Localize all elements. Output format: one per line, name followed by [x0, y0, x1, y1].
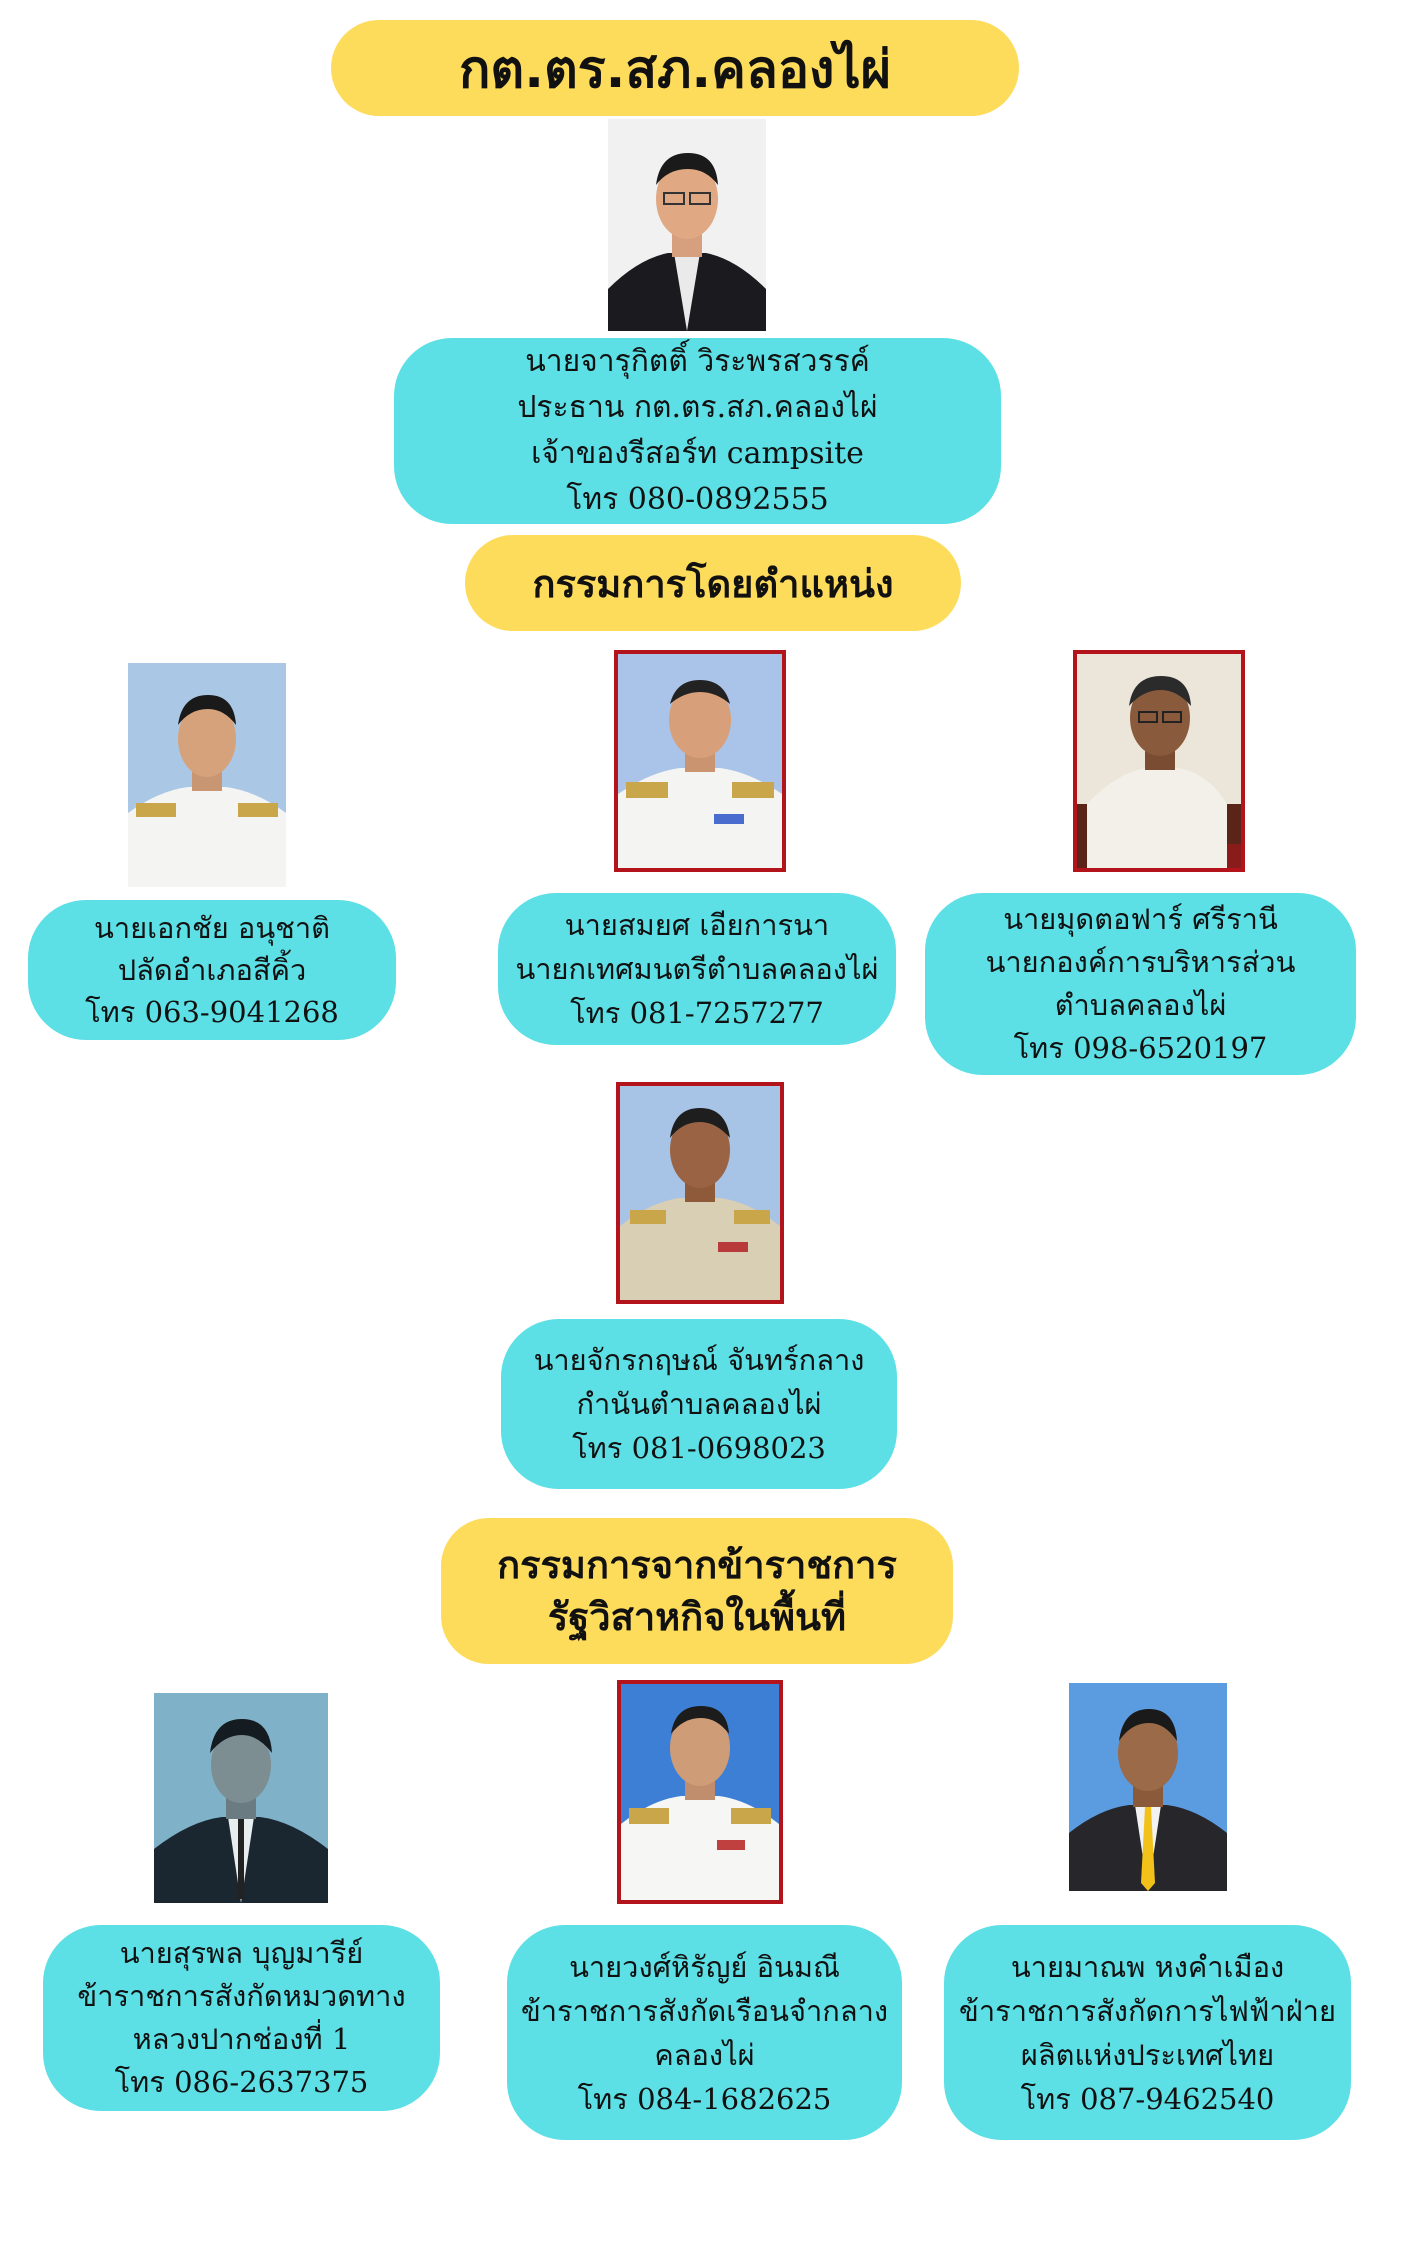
member-phone: โทร 087-9462540: [1020, 2081, 1275, 2116]
member-position: กำนันตำบลคลองไผ่: [576, 1387, 822, 1421]
member-phone: โทร 084-1682625: [577, 2081, 832, 2116]
member-position: ปลัดอำเภอสีคิ้ว: [117, 953, 307, 987]
member-photo: [1073, 650, 1245, 872]
section-ex-officio-text: กรรมการโดยตำแหน่ง: [532, 561, 894, 606]
section-ex-officio: [465, 535, 961, 631]
member-name: นายสมยศ เอียการนา: [564, 908, 830, 942]
member-position-cont: คลองไผ่: [654, 2037, 755, 2072]
member-name: นายวงศ์หิรัญย์ อินมณี: [569, 1949, 840, 1984]
member-phone: โทร 081-0698023: [572, 1431, 826, 1465]
member-card: [501, 1319, 897, 1489]
member-phone: โทร 098-6520197: [1013, 1031, 1268, 1065]
chairman-card: [394, 338, 1001, 524]
member-position-cont: หลวงปากช่องที่ 1: [132, 2022, 351, 2056]
member-name: นายมุดตอฟาร์ ศรีรานี: [1003, 902, 1278, 936]
chairman-phone: โทร 080-0892555: [566, 482, 829, 517]
member-card: [498, 893, 896, 1045]
member-position: ข้าราชการสังกัดการไฟฟ้าฝ่าย: [959, 1993, 1336, 2028]
member-photo: [614, 650, 786, 872]
member-photo: [617, 1680, 783, 1904]
member-photo: [154, 1693, 328, 1903]
member-position: นายกองค์การบริหารส่วน: [985, 945, 1296, 979]
member-photo: [128, 663, 286, 887]
member-card: [43, 1925, 440, 2111]
member-name: นายเอกชัย อนุชาติ: [94, 911, 330, 945]
page-title-text: กต.ตร.สภ.คลองไผ่: [458, 39, 892, 100]
member-name: นายจักรกฤษณ์ จันทร์กลาง: [533, 1343, 865, 1377]
section-officials-line2: รัฐวิสาหกิจในพื้นที่: [547, 1595, 847, 1639]
member-position: นายกเทศมนตรีตำบลคลองไผ่: [515, 952, 879, 986]
member-phone: โทร 063-9041268: [85, 995, 339, 1029]
member-position: ข้าราชการสังกัดเรือนจำกลาง: [520, 1993, 889, 2028]
member-name: นายมาณพ หงคำเมือง: [1010, 1949, 1285, 1984]
chairman-photo: [608, 119, 766, 331]
member-position-cont: ตำบลคลองไผ่: [1054, 988, 1227, 1022]
member-position-cont: ผลิตแห่งประเทศไทย: [1020, 2037, 1275, 2072]
member-photo: [616, 1082, 784, 1304]
section-officials: [441, 1518, 953, 1664]
member-phone: โทร 086-2637375: [114, 2065, 369, 2099]
member-card: [925, 893, 1356, 1075]
chairman-occupation: เจ้าของรีสอร์ท campsite: [531, 436, 864, 471]
member-card: [28, 900, 396, 1040]
section-officials-line1: กรรมการจากข้าราชการ: [497, 1543, 897, 1587]
member-phone: โทร 081-7257277: [570, 996, 824, 1030]
member-card: [507, 1925, 902, 2140]
page-title: [331, 20, 1019, 116]
member-card: [944, 1925, 1351, 2140]
chairman-position: ประธาน กต.ตร.สภ.คลองไผ่: [517, 390, 878, 425]
member-photo: [1069, 1683, 1227, 1891]
chairman-name: นายจารุกิตติ์ วิระพรสวรรค์: [525, 344, 870, 379]
member-name: นายสุรพล บุญมารีย์: [119, 1936, 364, 1970]
member-position: ข้าราชการสังกัดหมวดทาง: [77, 1979, 406, 2013]
